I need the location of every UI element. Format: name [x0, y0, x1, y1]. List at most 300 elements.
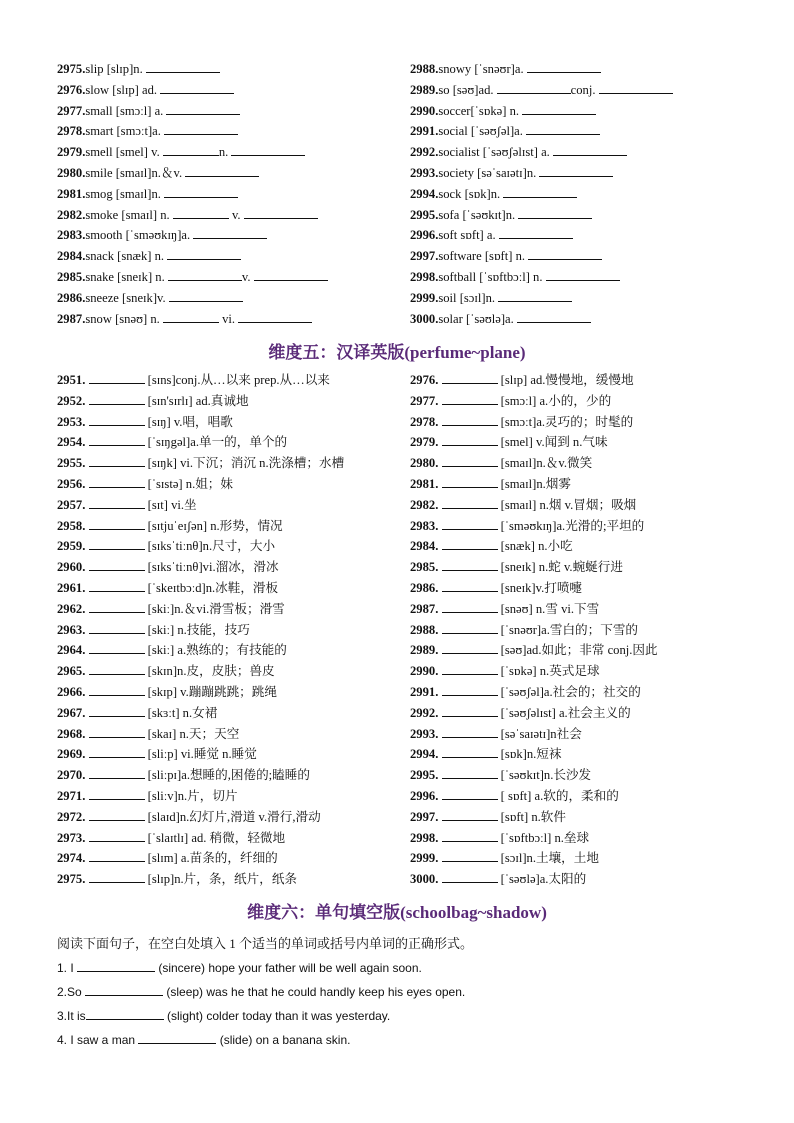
entry-text: smog [smaɪl]n. — [85, 186, 165, 201]
answer-blank[interactable] — [89, 474, 145, 488]
answer-blank[interactable] — [442, 412, 498, 426]
entry-text: [sɪt] vi.坐 — [144, 497, 197, 512]
entry-number: 2972. — [57, 809, 86, 824]
entry-number: 2965. — [57, 664, 86, 679]
answer-blank[interactable] — [528, 246, 602, 260]
answer-blank[interactable] — [163, 309, 219, 323]
vocab-row — [410, 682, 755, 703]
answer-blank[interactable] — [169, 288, 243, 302]
entry-text: [sɪŋ] v.唱，唱歌 — [144, 414, 233, 429]
answer-blank[interactable] — [163, 142, 219, 156]
entry-text: [səʊ]ad.如此；非常 conj.因此 — [497, 643, 658, 658]
entry-text: [smaɪl] n.烟 v.冒烟；吸烟 — [497, 497, 637, 512]
entry-number: 2988. — [410, 622, 439, 637]
answer-blank[interactable] — [539, 163, 613, 177]
entry-text: smell [smel] v. — [85, 145, 163, 160]
answer-blank[interactable] — [89, 682, 145, 696]
vocab-row — [57, 516, 402, 537]
entry-number: 2958. — [57, 518, 86, 533]
answer-blank[interactable] — [238, 309, 312, 323]
entry-text: sofa [ˈsəʊkɪt]n. — [438, 207, 519, 222]
vocab-row — [57, 205, 397, 226]
answer-blank[interactable] — [167, 246, 241, 260]
entry-text: socialist [ˈsəʊʃəlɪst] a. — [438, 145, 553, 160]
answer-blank[interactable] — [503, 184, 577, 198]
entry-text: [sɪŋk] vi.下沉；消沉 n.洗涤槽；水槽 — [144, 456, 345, 471]
entry-number: 2989. — [410, 643, 439, 658]
answer-blank[interactable] — [85, 982, 163, 996]
vocab-row — [57, 620, 402, 641]
entry-text: [smel] v.闻到 n.气味 — [497, 435, 608, 450]
vocab-row — [57, 59, 397, 80]
entry-number: 2995. — [410, 768, 439, 783]
entry-text: smoke [smaɪl] n. — [85, 207, 173, 222]
vocab-row — [410, 288, 750, 309]
answer-blank[interactable] — [442, 432, 498, 446]
entry-text: [skaɪ] n.天；天空 — [144, 726, 240, 741]
entry-text: sock [sɒk]n. — [438, 186, 504, 201]
vocab-row — [57, 786, 402, 807]
entry-text: [ˈsɪstə] n.姐；妹 — [144, 476, 233, 491]
vocab-row — [57, 869, 402, 890]
vocab-row — [410, 578, 755, 599]
entry-text: [slɪm] a.苗条的，纤细的 — [144, 851, 278, 866]
answer-blank[interactable] — [442, 703, 498, 717]
answer-blank[interactable] — [89, 765, 145, 779]
entry-text: smooth [ˈsməʊkɪŋ]a. — [85, 228, 194, 243]
entry-number: 2967. — [57, 705, 86, 720]
entry-text: [səˈsaɪətɪ]n社会 — [497, 726, 582, 741]
entry-number: 2975. — [57, 872, 86, 887]
entry-text: softball [ˈsɒftbɔːl] n. — [438, 269, 546, 284]
entry-number: 2991. — [410, 124, 439, 139]
vocab-row — [57, 848, 402, 869]
entry-text: smile [smaɪl]n.＆v. — [85, 165, 186, 180]
answer-blank[interactable] — [89, 661, 145, 675]
answer-blank[interactable] — [497, 80, 571, 94]
entry-text: conj. — [570, 82, 599, 97]
answer-blank[interactable] — [442, 370, 498, 384]
answer-blank[interactable] — [89, 391, 145, 405]
entry-text: snake [sneɪk] n. — [85, 269, 168, 284]
answer-blank[interactable] — [442, 765, 498, 779]
vocab-row — [57, 225, 397, 246]
answer-blank[interactable] — [89, 640, 145, 654]
answer-blank[interactable] — [553, 142, 627, 156]
vocab-row — [57, 267, 397, 288]
entry-number: 2952. — [57, 393, 86, 408]
entry-number: 2989. — [410, 82, 439, 97]
vocab-row — [57, 474, 402, 495]
entry-number: 2992. — [410, 705, 439, 720]
entry-text: n. — [218, 145, 232, 160]
answer-blank[interactable] — [89, 786, 145, 800]
vocab-row — [57, 682, 402, 703]
answer-blank[interactable] — [89, 807, 145, 821]
entry-text: smart [smɔːt]a. — [85, 124, 165, 139]
answer-blank[interactable] — [89, 557, 145, 571]
answer-blank[interactable] — [442, 744, 498, 758]
vocab-row — [410, 101, 750, 122]
vocab-row — [57, 640, 402, 661]
entry-text: [skiː]n.＆vi.滑雪板；滑雪 — [144, 601, 285, 616]
answer-blank[interactable] — [518, 205, 592, 219]
sentence-start: 3.It is — [57, 1009, 86, 1023]
entry-number: 2994. — [410, 186, 439, 201]
answer-blank[interactable] — [442, 848, 498, 862]
entry-number: 2978. — [57, 124, 86, 139]
vocab-row — [410, 620, 755, 641]
entry-number: 2963. — [57, 622, 86, 637]
entry-number: 2984. — [57, 249, 86, 264]
entry-text: [smɔːt]a.灵巧的；时髦的 — [497, 414, 634, 429]
vocab-row — [57, 184, 397, 205]
answer-blank[interactable] — [89, 536, 145, 550]
entry-number: 2990. — [410, 664, 439, 679]
entry-text: [ˈsəʊʃəl]a.社会的；社交的 — [497, 684, 641, 699]
sentence-end: (sincere) hope your father will be well again soon. — [155, 961, 422, 975]
entry-text: soil [sɔɪl]n. — [438, 290, 499, 305]
entry-text: v. — [228, 207, 244, 222]
answer-blank[interactable] — [168, 267, 242, 281]
entry-number: 2981. — [410, 476, 439, 491]
vocab-row — [410, 163, 750, 184]
entry-number: 2984. — [410, 539, 439, 554]
entry-text: soccer[ˈsɒkə] n. — [438, 103, 523, 118]
answer-blank[interactable] — [442, 599, 498, 613]
answer-blank[interactable] — [193, 225, 267, 239]
entry-text: [skɪn]n.皮，皮肤；兽皮 — [144, 664, 275, 679]
entry-number: 2997. — [410, 249, 439, 264]
entry-number: 2995. — [410, 207, 439, 222]
entry-text: [slɪp]n.片，条，纸片，纸条 — [144, 872, 298, 887]
answer-blank[interactable] — [442, 620, 498, 634]
sentence-item — [57, 1028, 465, 1052]
answer-blank[interactable] — [138, 1030, 216, 1044]
entry-text: [smɔːl] a.小的，少的 — [497, 393, 612, 408]
entry-text: [skiː] a.熟练的；有技能的 — [144, 643, 287, 658]
entry-text: sneeze [sneɪk]v. — [85, 290, 169, 305]
entry-text: [sliːpɪ]a.想睡的,困倦的;瞌睡的 — [144, 768, 310, 783]
answer-blank[interactable] — [522, 101, 596, 115]
entry-text: society [səˈsaɪətɪ]n. — [438, 165, 540, 180]
entry-number: 2991. — [410, 684, 439, 699]
entry-number: 2985. — [57, 269, 86, 284]
answer-blank[interactable] — [442, 391, 498, 405]
entry-text: [smaɪl]n.烟雾 — [497, 476, 571, 491]
vocab-row — [57, 557, 402, 578]
entry-text: [sɪksˈtiːnθ]n.尺寸，大小 — [144, 539, 276, 554]
answer-blank[interactable] — [244, 205, 318, 219]
entry-number: 2977. — [57, 103, 86, 118]
entry-number: 2999. — [410, 851, 439, 866]
answer-blank[interactable] — [89, 453, 145, 467]
entry-number: 2961. — [57, 580, 86, 595]
answer-blank[interactable] — [442, 536, 498, 550]
sentence-end: (sleep) was he that he could handly keep his eyes open. — [163, 985, 466, 999]
answer-blank[interactable] — [89, 370, 145, 384]
entry-text: vi. — [218, 311, 239, 326]
answer-blank[interactable] — [442, 828, 498, 842]
entry-text: solar [ˈsəʊlə]a. — [438, 311, 517, 326]
answer-blank[interactable] — [527, 59, 601, 73]
entry-number: 2998. — [410, 830, 439, 845]
section5-heading: 维度五：汉译英版(perfume~plane) — [268, 343, 526, 362]
entry-number: 2985. — [410, 560, 439, 575]
answer-blank[interactable] — [89, 412, 145, 426]
entry-number: 2959. — [57, 539, 86, 554]
entry-number: 2982. — [410, 497, 439, 512]
entry-text: snack [snæk] n. — [85, 249, 168, 264]
entry-number: 2992. — [410, 145, 439, 160]
vocab-row — [57, 828, 402, 849]
answer-blank[interactable] — [164, 121, 238, 135]
vocab-row — [410, 744, 755, 765]
vocab-row — [410, 59, 750, 80]
entry-text: [ˈskeɪtbɔːd]n.冰鞋，滑板 — [144, 580, 279, 595]
entry-number: 2977. — [410, 393, 439, 408]
vocab-row — [57, 599, 402, 620]
entry-number: 2956. — [57, 476, 86, 491]
answer-blank[interactable] — [166, 101, 240, 115]
entry-number: 2979. — [57, 145, 86, 160]
vocab-row — [410, 848, 755, 869]
answer-blank[interactable] — [89, 703, 145, 717]
answer-blank[interactable] — [442, 807, 498, 821]
vocab-row — [410, 557, 755, 578]
entry-text: [snəʊ] n.雪 vi.下雪 — [497, 601, 600, 616]
entry-number: 2953. — [57, 414, 86, 429]
entry-text: [sɪn'sɪrlɪ] ad.真诚地 — [144, 393, 249, 408]
vocab-row — [410, 412, 755, 433]
section4-right-column — [410, 59, 750, 329]
vocab-row — [57, 536, 402, 557]
section4-left-column — [57, 59, 397, 329]
sentence-item — [57, 980, 465, 1004]
answer-blank[interactable] — [164, 184, 238, 198]
section6-instruction: 阅读下面句子，在空白处填入 1 个适当的单词或括号内单词的正确形式。 — [57, 936, 474, 951]
entry-text: [sɒft] n.软件 — [497, 809, 566, 824]
entry-text: [sɪns]conj.从…以来 prep.从…以来 — [144, 373, 330, 387]
entry-text: [ˈsəʊkɪt]n.长沙发 — [497, 768, 592, 783]
answer-blank[interactable] — [89, 744, 145, 758]
entry-number: 2993. — [410, 726, 439, 741]
vocab-row — [410, 786, 755, 807]
vocab-row — [410, 432, 755, 453]
entry-text: [ˈsɪŋgəl]a.单一的，单个的 — [144, 435, 288, 450]
sentence-end: (slight) colder today than it was yesterday. — [163, 1009, 391, 1023]
answer-blank[interactable] — [442, 495, 498, 509]
vocab-row — [410, 205, 750, 226]
answer-blank[interactable] — [442, 869, 498, 883]
entry-text: snow [snəʊ] n. — [85, 311, 163, 326]
entry-number: 2987. — [57, 311, 86, 326]
entry-number: 2969. — [57, 747, 86, 762]
entry-number: 2983. — [410, 518, 439, 533]
answer-blank[interactable] — [89, 578, 145, 592]
entry-text: [ sɒft] a.软的，柔和的 — [497, 788, 619, 803]
vocab-row — [410, 184, 750, 205]
answer-blank[interactable] — [89, 848, 145, 862]
answer-blank[interactable] — [86, 1006, 164, 1020]
vocab-row — [57, 288, 397, 309]
entry-text: soft sɒft] a. — [438, 228, 499, 243]
answer-blank[interactable] — [526, 121, 600, 135]
entry-number: 2971. — [57, 788, 86, 803]
entry-text: [ˈsməʊkɪŋ]a.光滑的;平坦的 — [497, 518, 645, 533]
entry-text: v. — [241, 269, 254, 284]
entry-number: 2983. — [57, 228, 86, 243]
vocab-row — [57, 495, 402, 516]
vocab-row — [410, 246, 750, 267]
vocab-row — [410, 536, 755, 557]
answer-blank[interactable] — [160, 80, 234, 94]
answer-blank[interactable] — [442, 578, 498, 592]
answer-blank[interactable] — [254, 267, 328, 281]
vocab-row — [57, 744, 402, 765]
entry-number: 2987. — [410, 601, 439, 616]
entry-text: software [sɒft] n. — [438, 249, 529, 264]
answer-blank[interactable] — [498, 288, 572, 302]
entry-number: 2975. — [57, 62, 86, 76]
vocab-row — [57, 391, 402, 412]
entry-text: [snæk] n.小吃 — [497, 539, 573, 554]
entry-text: [smaɪl]n.＆v.微笑 — [497, 456, 593, 471]
entry-number: 2982. — [57, 207, 86, 222]
entry-number: 2957. — [57, 497, 86, 512]
entry-text: [slaɪd]n.幻灯片,滑道 v.滑行,滑动 — [144, 809, 321, 824]
entry-text: [sɔɪl]n.土壤，土地 — [497, 851, 599, 866]
answer-blank[interactable] — [89, 495, 145, 509]
vocab-row — [410, 495, 755, 516]
entry-number: 2997. — [410, 809, 439, 824]
entry-text: snowy [ˈsnəʊr]a. — [438, 62, 527, 76]
vocab-row — [410, 225, 750, 246]
entry-number: 2973. — [57, 830, 86, 845]
answer-blank[interactable] — [442, 557, 498, 571]
sentence-item — [57, 1004, 465, 1028]
entry-number: 2980. — [410, 456, 439, 471]
vocab-row — [57, 121, 397, 142]
answer-blank[interactable] — [442, 453, 498, 467]
vocab-row — [410, 640, 755, 661]
entry-text: [ˈsɒkə] n.英式足球 — [497, 664, 600, 679]
vocab-row — [57, 80, 397, 101]
entry-number: 2998. — [410, 269, 439, 284]
vocab-row — [410, 599, 755, 620]
answer-blank[interactable] — [442, 474, 498, 488]
vocab-row — [57, 101, 397, 122]
section5-left-column — [57, 370, 402, 890]
vocab-row — [410, 807, 755, 828]
sentence-start: 1. I — [57, 961, 78, 975]
answer-blank[interactable] — [89, 620, 145, 634]
vocab-row — [57, 578, 402, 599]
entry-number: 2976. — [410, 373, 439, 387]
entry-text: [skiː] n.技能，技巧 — [144, 622, 250, 637]
entry-number: 3000. — [410, 872, 439, 887]
section6-heading: 维度六：单句填空版(schoolbag~shadow) — [247, 903, 547, 922]
answer-blank[interactable] — [89, 432, 145, 446]
entry-text: [sneɪk]v.打喷嚏 — [497, 580, 583, 595]
answer-blank[interactable] — [77, 958, 155, 972]
entry-number: 3000. — [410, 311, 439, 326]
vocab-row — [410, 474, 755, 495]
vocab-row — [410, 267, 750, 288]
sentence-item — [57, 956, 465, 980]
entry-number: 2976. — [57, 82, 86, 97]
vocab-row — [57, 412, 402, 433]
answer-blank[interactable] — [89, 828, 145, 842]
entry-text: [ˈslaɪtlɪ] ad. 稍微，轻微地 — [144, 830, 286, 845]
answer-blank[interactable] — [442, 661, 498, 675]
entry-text: so [səʊ]ad. — [438, 82, 497, 97]
answer-blank[interactable] — [89, 869, 145, 883]
entry-text: [sliːp] vi.睡觉 n.睡觉 — [144, 747, 257, 762]
entry-number: 2993. — [410, 165, 439, 180]
vocab-row — [57, 163, 397, 184]
entry-text: slip [slɪp]n. — [85, 62, 146, 76]
answer-blank[interactable] — [89, 516, 145, 530]
answer-blank[interactable] — [89, 724, 145, 738]
section5-right-column — [410, 370, 755, 890]
answer-blank[interactable] — [517, 309, 591, 323]
answer-blank[interactable] — [599, 80, 673, 94]
entry-text: [sɒk]n.短袜 — [497, 747, 562, 762]
vocab-row — [410, 121, 750, 142]
answer-blank[interactable] — [231, 142, 305, 156]
entry-text: [sliːv]n.片，切片 — [144, 788, 238, 803]
entry-number: 2968. — [57, 726, 86, 741]
vocab-row — [410, 703, 755, 724]
entry-text: [sɪksˈtiːnθ]vi.溜冰，滑冰 — [144, 560, 279, 575]
entry-number: 2966. — [57, 684, 86, 699]
entry-text: [ˈsnəʊr]a.雪白的；下雪的 — [497, 622, 639, 637]
entry-number: 2996. — [410, 228, 439, 243]
answer-blank[interactable] — [442, 786, 498, 800]
vocab-row — [57, 703, 402, 724]
answer-blank[interactable] — [173, 205, 229, 219]
entry-number: 2986. — [410, 580, 439, 595]
sentence-list — [57, 956, 465, 1052]
vocab-row — [57, 309, 397, 330]
sentence-start: 2.So — [57, 985, 86, 999]
vocab-row — [410, 453, 755, 474]
entry-number: 2960. — [57, 560, 86, 575]
answer-blank[interactable] — [499, 225, 573, 239]
answer-blank[interactable] — [442, 516, 498, 530]
entry-number: 2979. — [410, 435, 439, 450]
vocab-row — [57, 432, 402, 453]
vocab-row — [410, 661, 755, 682]
answer-blank[interactable] — [146, 59, 220, 73]
vocab-row — [57, 370, 402, 391]
answer-blank[interactable] — [442, 724, 498, 738]
vocab-row — [57, 661, 402, 682]
vocab-row — [57, 807, 402, 828]
entry-text: [ˈsɒftbɔːl] n.垒球 — [497, 830, 590, 845]
answer-blank[interactable] — [89, 599, 145, 613]
answer-blank[interactable] — [185, 163, 259, 177]
vocab-row — [57, 142, 397, 163]
answer-blank[interactable] — [442, 640, 498, 654]
answer-blank[interactable] — [546, 267, 620, 281]
entry-number: 2951. — [57, 373, 86, 387]
vocab-row — [410, 309, 750, 330]
sentence-end: (slide) on a banana skin. — [216, 1033, 351, 1047]
answer-blank[interactable] — [442, 682, 498, 696]
entry-number: 2986. — [57, 290, 86, 305]
